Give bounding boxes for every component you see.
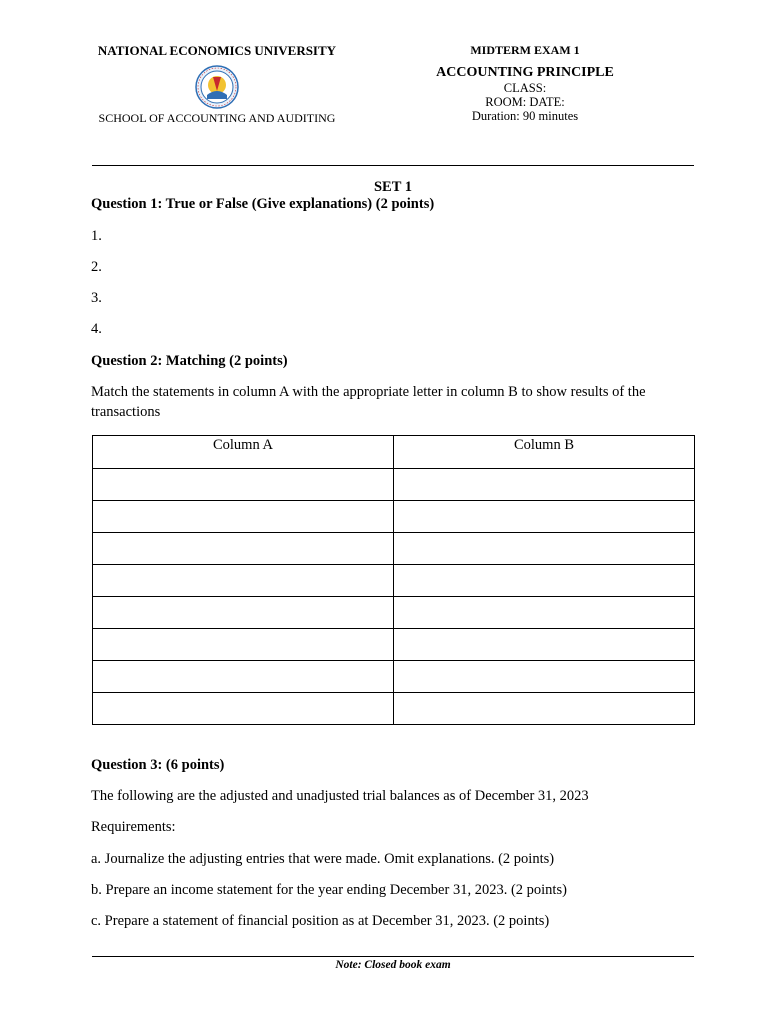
exam-title: MIDTERM EXAM 1 [470, 43, 580, 57]
column-b-cell [394, 565, 695, 597]
table-row [93, 565, 695, 597]
footer-note: Note: Closed book exam [335, 959, 451, 971]
question1-item-3: 3. [91, 290, 102, 306]
header-right [418, 43, 632, 123]
question1-item-1: 1. [91, 228, 102, 244]
university-logo-icon [195, 65, 239, 109]
column-b-cell [394, 661, 695, 693]
question1-item-2: 2. [91, 259, 102, 275]
room-date-label: ROOM: DATE: [485, 95, 565, 109]
university-name: NATIONAL ECONOMICS UNIVERSITY [97, 43, 337, 58]
question2-instruction: Match the statements in column A with the appropriate letter in column B to show results of the transactions [91, 384, 646, 420]
school-name: SCHOOL OF ACCOUNTING AND AUDITING [98, 111, 336, 125]
question1-title: Question 1: True or False (Give explanations) (2 points) [91, 196, 435, 212]
column-a-cell [93, 597, 394, 629]
duration-label: Duration: 90 minutes [471, 109, 579, 123]
requirements-label: Requirements: [91, 819, 176, 835]
class-label: CLASS: [503, 81, 547, 95]
column-b-cell [394, 501, 695, 533]
column-a-cell [93, 661, 394, 693]
footer-divider [92, 956, 694, 957]
column-b-cell [394, 629, 695, 661]
requirement-c: c. Prepare a statement of financial position as at December 31, 2023. (2 points) [91, 913, 550, 929]
column-b-header: Column B [394, 436, 695, 469]
question1-item-4: 4. [91, 321, 102, 337]
header-left [92, 43, 342, 125]
requirement-a: a. Journalize the adjusting entries that were made. Omit explanations. (2 points) [91, 851, 555, 867]
column-a-cell [93, 469, 394, 501]
table-row [93, 469, 695, 501]
header-divider [92, 165, 694, 166]
question3-intro: The following are the adjusted and unadjusted trial balances as of December 31, 2023 [91, 788, 589, 804]
column-a-cell [93, 693, 394, 725]
column-b-cell [394, 597, 695, 629]
table-row [93, 629, 695, 661]
matching-table [92, 435, 695, 725]
requirement-b: b. Prepare an income statement for the year ending December 31, 2023. (2 points) [91, 882, 567, 898]
table-row [93, 501, 695, 533]
column-b-cell [394, 469, 695, 501]
question2-title: Question 2: Matching (2 points) [91, 353, 288, 369]
table-row [93, 661, 695, 693]
question3-title: Question 3: (6 points) [91, 757, 225, 773]
column-b-cell [394, 693, 695, 725]
column-a-cell [93, 629, 394, 661]
course-title: ACCOUNTING PRINCIPLE [436, 65, 614, 80]
column-b-cell [394, 533, 695, 565]
table-row [93, 533, 695, 565]
column-a-cell [93, 533, 394, 565]
table-header-row [93, 436, 695, 469]
table-row [93, 597, 695, 629]
column-a-cell [93, 501, 394, 533]
column-a-cell [93, 565, 394, 597]
table-row [93, 693, 695, 725]
column-a-header: Column A [93, 436, 394, 469]
set-title: SET 1 [373, 179, 413, 195]
